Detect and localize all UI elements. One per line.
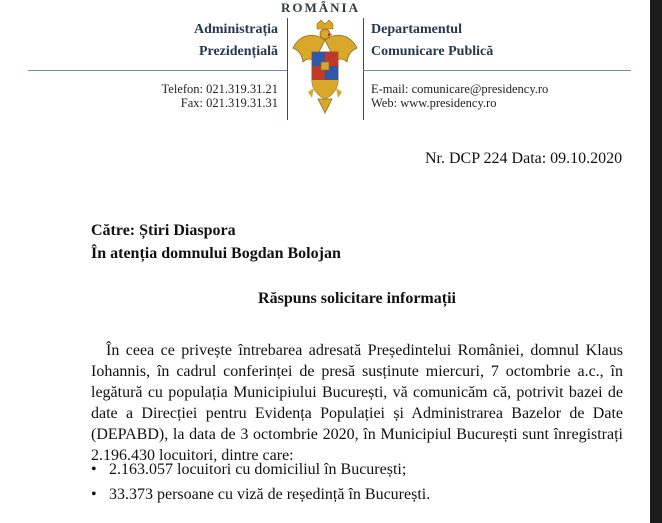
attention-line: În atenția domnului Bogdan Bolojan <box>91 245 341 262</box>
coat-of-arms-icon <box>290 18 360 118</box>
fax-text: Fax: 021.319.31.31 <box>180 96 278 110</box>
right-org-line-2: Comunicare Publică <box>371 44 494 59</box>
document-reference: Nr. DCP 224 Data: 09.10.2020 <box>425 150 623 167</box>
subject-heading: Răspuns solicitare informații <box>258 290 456 307</box>
right-border <box>650 0 662 523</box>
right-rule <box>363 70 631 71</box>
list-item <box>91 461 406 479</box>
web-text: Web: www.presidency.ro <box>371 96 497 110</box>
list-item <box>91 486 430 504</box>
list-item-text: 2.163.057 locuitori cu domiciliul în București; <box>109 461 407 478</box>
right-divider <box>363 18 364 120</box>
phone-text: Telefon: 021.319.31.21 <box>161 82 278 96</box>
left-divider <box>287 18 288 120</box>
recipient: Către: Știri Diaspora <box>91 222 236 239</box>
body-paragraph: În ceea ce privește întrebarea adresată Președintelui României, domnul Klaus Iohannis, în cadrul conferinței de presă susținute miercuri, 7 octombrie a.c., în legătură cu populația Municipiului București, vă comunicăm că, potrivit bazei de date a Direcției pentru Evidența Populației și Administrarea Bazelor de Date (DEPABD), la data de 3 octombrie 2020, în Municipiul București sunt înregistrați 2.196.430 locuitori, dintre care: <box>91 342 623 464</box>
email-text: E-mail: comunicare@presidency.ro <box>371 82 549 96</box>
list-item-text: 33.373 persoane cu viză de reședință în București. <box>109 486 431 503</box>
right-org-line-1: Departamentul <box>371 22 462 37</box>
left-org-line-1: Administrația <box>194 22 278 37</box>
left-org-line-2: Prezidențială <box>198 44 278 59</box>
country-label: ROMÂNIA <box>281 0 360 15</box>
bullet-icon: • <box>91 486 97 503</box>
left-rule <box>28 70 287 71</box>
bullet-icon: • <box>91 461 97 478</box>
